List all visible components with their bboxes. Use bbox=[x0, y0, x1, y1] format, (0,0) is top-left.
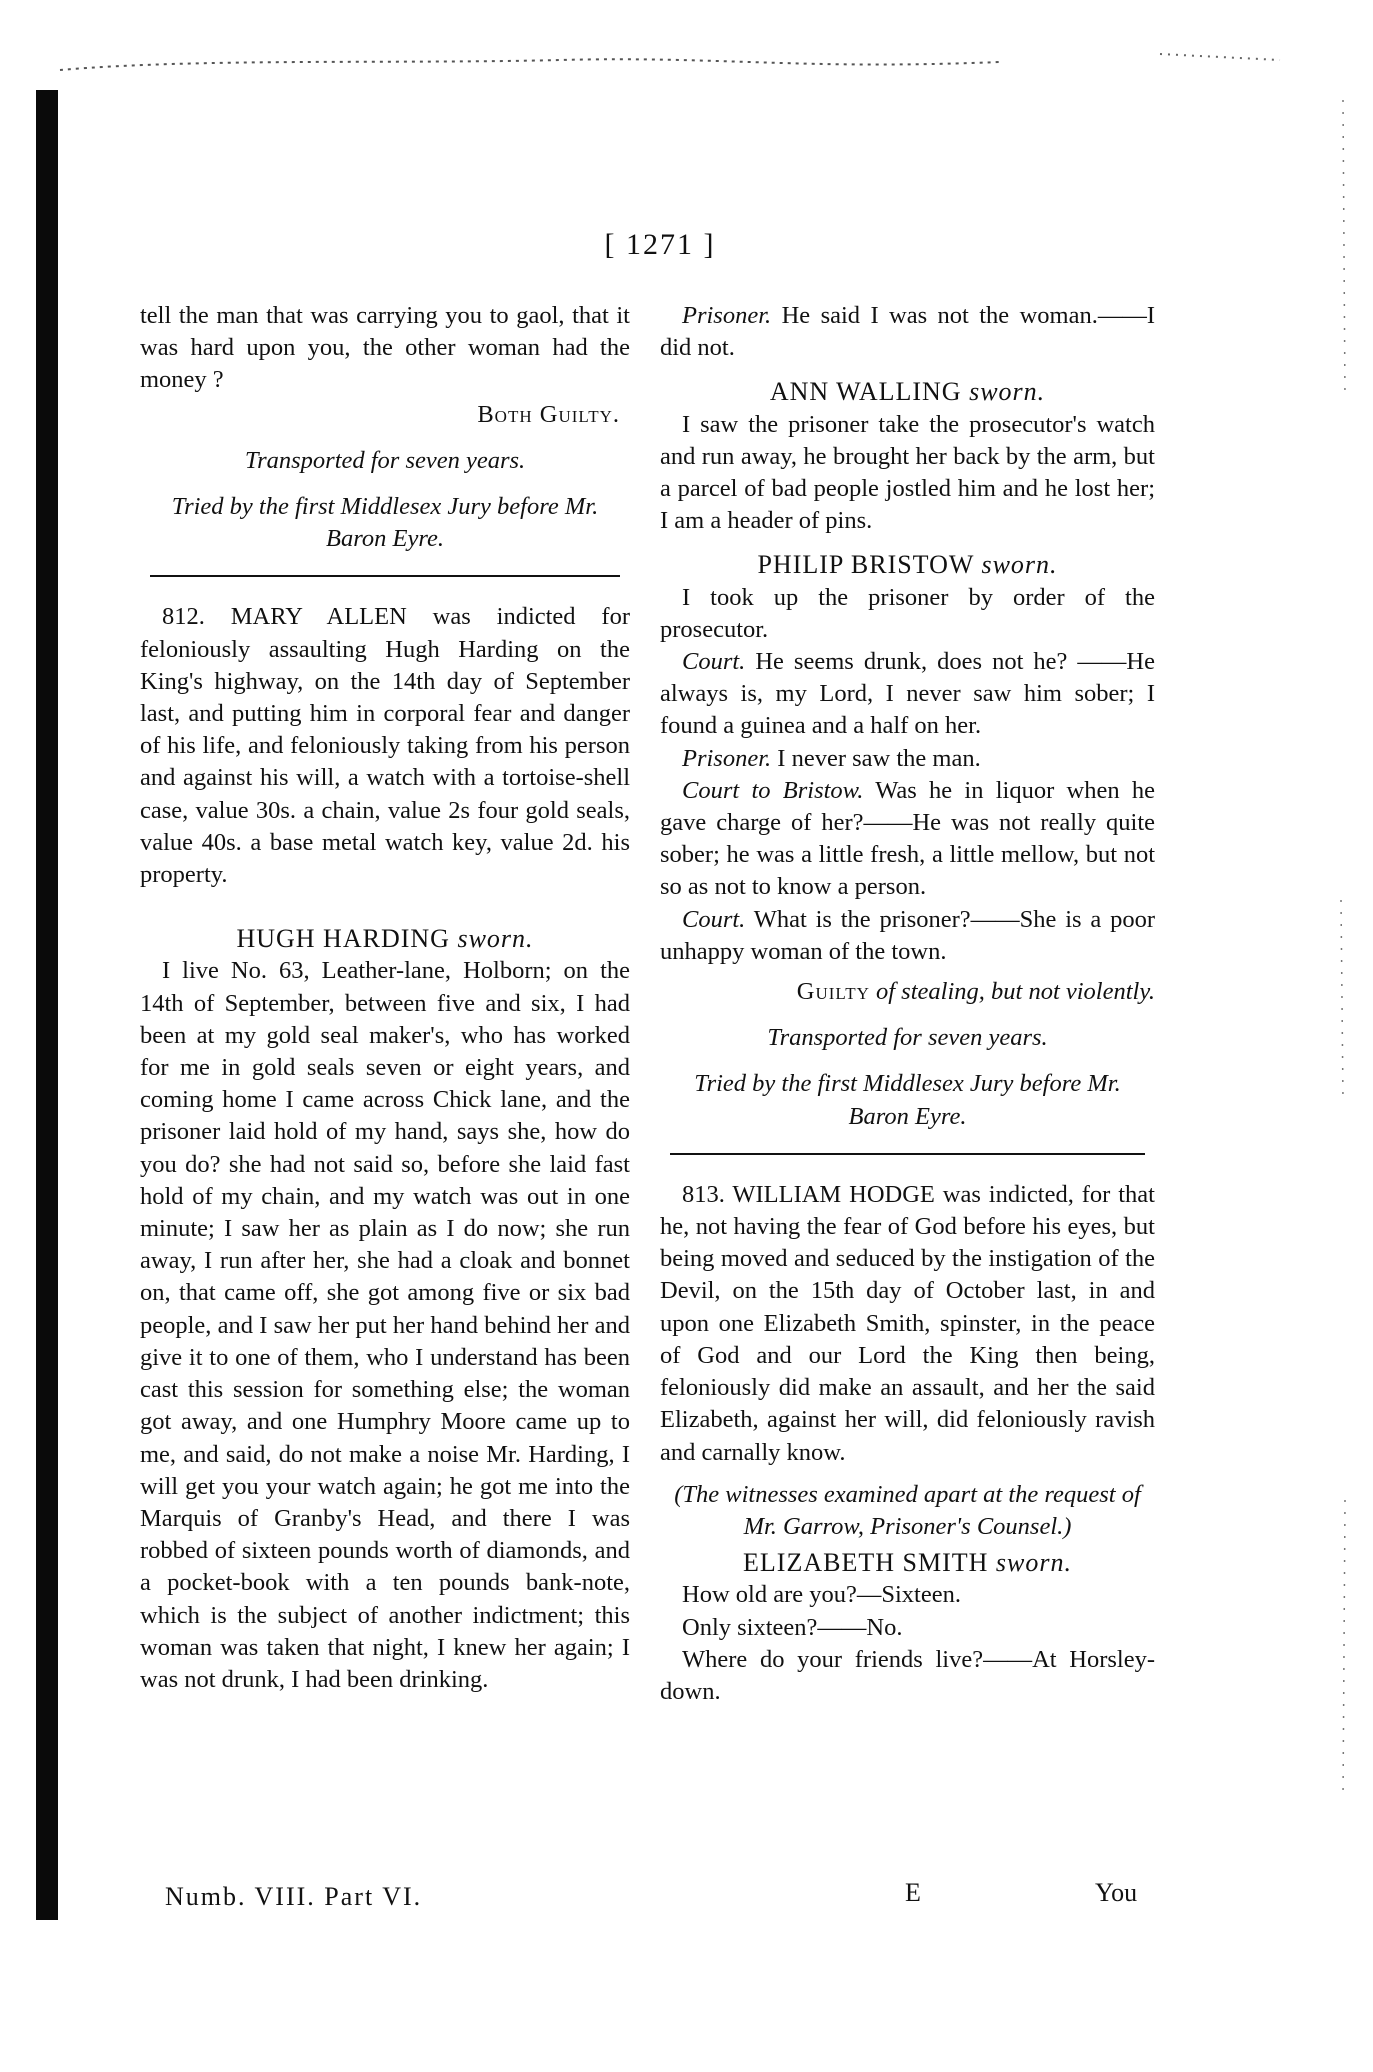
trial-note: Tried by the first Middlesex Jury before Mr. Baron Eyre. bbox=[171, 493, 599, 553]
indictment-812: 812. MARY ALLEN was indicted for feloniously assaulting Hugh Harding on the King's highway, on the 14th day of September last, and putting him in corporal fear and danger of his life, and feloniously taking from his person and against his will, a watch with a tortoise-shell case, value 30s. a chain, value 2s four gold seals, value 40s. a base metal watch key, value 2d. his property. bbox=[140, 603, 630, 889]
left-column bbox=[140, 300, 630, 1696]
page-number: [ 1271 ] bbox=[604, 228, 716, 261]
sentence: Transported for seven years. bbox=[244, 446, 526, 474]
witness-heading: HUGH HARDING sworn. bbox=[236, 924, 534, 954]
witness-heading: ELIZABETH SMITH sworn. bbox=[743, 1548, 1072, 1578]
witness-heading: PHILIP BRISTOW sworn. bbox=[757, 550, 1058, 580]
prisoner-statement: Prisoner. He said I was not the woman.——I did not. bbox=[660, 302, 1155, 362]
section-divider bbox=[150, 575, 620, 577]
sentence: Transported for seven years. bbox=[767, 1024, 1048, 1052]
qa-line: Where do your friends live?——At Horsley-down. bbox=[660, 1645, 1155, 1705]
verdict: Both Guilty. bbox=[477, 400, 620, 428]
signature-mark: E bbox=[905, 1878, 921, 1907]
witness-heading: ANN WALLING sworn. bbox=[769, 377, 1046, 407]
qa-line: Only sixteen?——No. bbox=[682, 1613, 903, 1641]
counsel-note: (The witnesses examined apart at the request of Mr. Garrow, Prisoner's Counsel.) bbox=[674, 1480, 1141, 1540]
scan-edge-noise bbox=[0, 40, 1373, 100]
court-question: Court. He seems drunk, does not he? ——He always is, my Lord, I never saw him sober; I found a guinea and a half on her. bbox=[660, 648, 1155, 740]
trial-note: Tried by the first Middlesex Jury before Mr. Baron Eyre. bbox=[694, 1070, 1121, 1130]
section-divider bbox=[670, 1153, 1145, 1155]
court-question: Court. What is the prisoner?——She is a poor unhappy woman of the town. bbox=[660, 905, 1156, 965]
catchword: You bbox=[1095, 1878, 1138, 1907]
qa-line: How old are you?—Sixteen. bbox=[682, 1581, 961, 1609]
court-question: Court to Bristow. Was he in liquor when he gave charge of her?——He was not really quite sober; he was a little fresh, a little mellow, but not so as not to know a person. bbox=[660, 776, 1156, 901]
witness-testimony: I live No. 63, Leather-lane, Holborn; on the 14th of September, between five and six, I had been at my gold seal maker's, who has worked for me in gold seals seven or eight years, and coming home I came across Chick lane, and the prisoner laid hold of my hand, says she, how do you do? she had not said so, before she laid fast hold of my chain, and my watch was out in one minute; I saw her as plain as I do now; she run away, I run after her, she had a cloak and bonnet on, that came off, she got among five or six bad people, and I saw her put her hand behind her and give it to one of them, who I understand has been cast this session for something else; the woman got away, and one Humphry Moore came up to me, and said, do not make a noise Mr. Harding, I will get you your watch again; he got me into the Marquis of Granby's Head, and there I was robbed of sixteen pounds worth of diamonds, and a pocket-book with a ten pounds bank-note, which is the subject of another indictment; this woman was taken that night, I knew her again; I was not drunk, I had been drinking. bbox=[140, 957, 630, 1693]
prisoner-statement: Prisoner. I never saw the man. bbox=[682, 744, 981, 772]
signature-footer: Numb. VIII. Part VI. bbox=[165, 1882, 423, 1911]
scan-right-edge bbox=[1323, 0, 1363, 2072]
verdict: Guilty of stealing, but not violently. bbox=[796, 978, 1155, 1006]
indictment-813: 813. WILLIAM HODGE was indicted, for that he, not having the fear of God before his eyes, but being moved and seduced by the instigation of the Devil, on the 15th day of October last, in and upon one Elizabeth Smith, spinster, in the peace of God and our Lord the King then being, feloniously did make an assault, and her the said Elizabeth, against her will, did feloniously ravish and carnally know. bbox=[660, 1180, 1155, 1466]
witness-testimony: I saw the prisoner take the prosecutor's watch and run away, he brought her back by the arm, but a parcel of bad people jostled him and he lost her; I am a header of pins. bbox=[660, 410, 1155, 535]
continuation-text: tell the man that was carrying you to gaol, that it was hard upon you, the other woman had the money ? bbox=[140, 302, 630, 394]
witness-testimony: I took up the prisoner by order of the prosecutor. bbox=[660, 583, 1155, 643]
right-column bbox=[660, 300, 1155, 1708]
binding-shadow bbox=[36, 90, 58, 1920]
